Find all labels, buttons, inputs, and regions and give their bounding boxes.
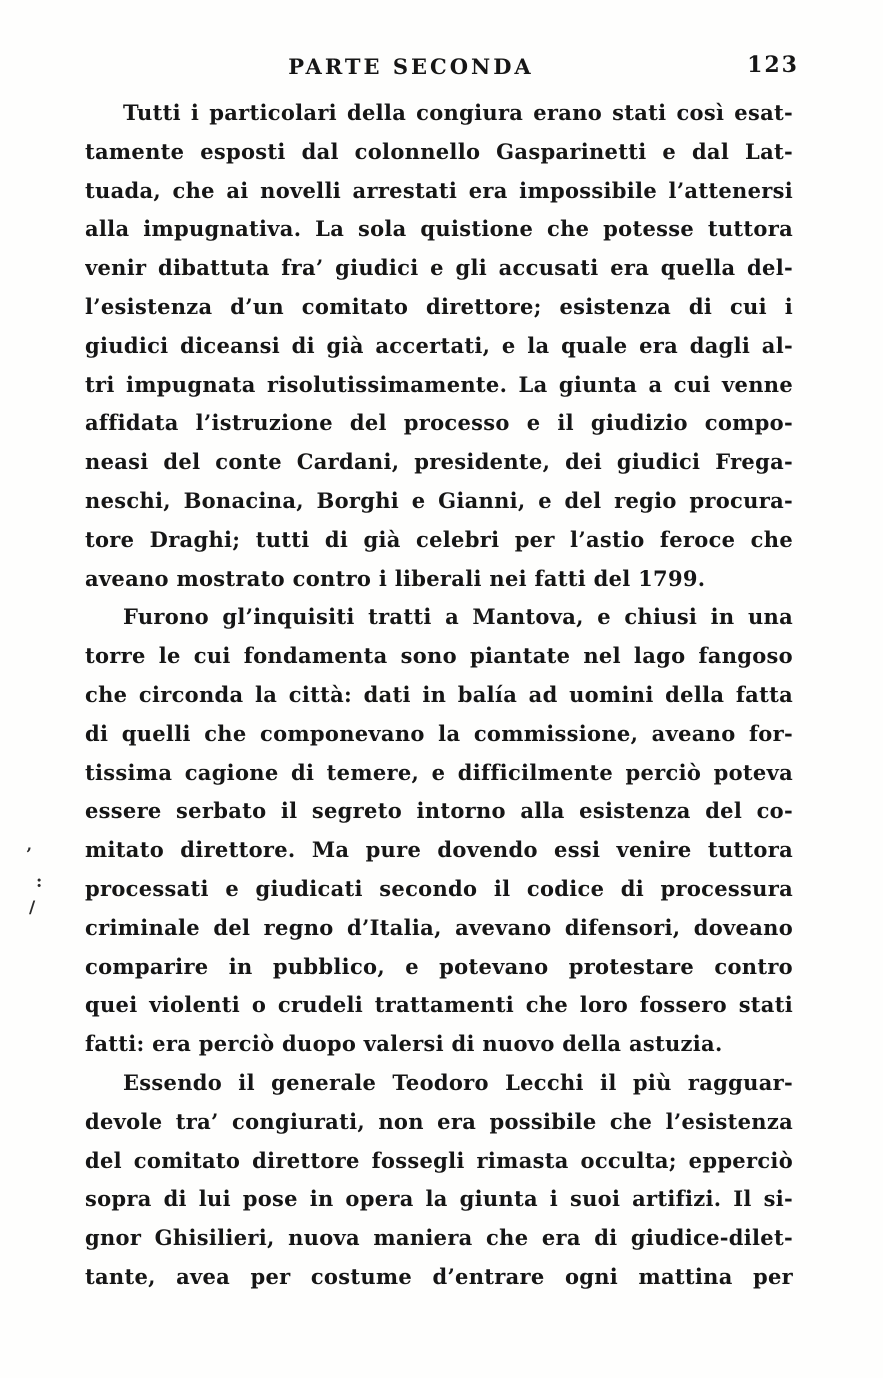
text-line: Essendo il generale Teodoro Lecchi il più ragguar- xyxy=(123,1069,793,1095)
text-line: venir dibattuta fra’ giudici e gli accusati era quella del- xyxy=(85,255,793,281)
text-line: mitato direttore. Ma pure dovendo essi venire tuttora xyxy=(85,837,793,863)
scan-artifact: : xyxy=(36,872,43,892)
text-line: tamente esposti dal colonnello Gasparinetti e dal Lat- xyxy=(85,138,793,164)
text-line: tuada, che ai novelli arrestati era impossibile l’attenersi xyxy=(85,177,793,203)
scan-artifact: ’ xyxy=(26,845,32,865)
text-line: che circonda la città: dati in balía ad uomini della fatta xyxy=(85,681,793,707)
text-line: Tutti i particolari della congiura erano stati così esat- xyxy=(123,100,793,125)
running-title: PARTE SECONDA xyxy=(288,54,534,79)
text-line: gnor Ghisilieri, nuova maniera che era di giudice-dilet- xyxy=(85,1225,793,1251)
text-line: processati e giudicati secondo il codice di processura xyxy=(85,875,793,901)
text-line: Furono gl’inquisiti tratti a Mantova, e chiusi in una xyxy=(123,604,793,630)
text-line: affidata l’istruzione del processo e il giudizio compo- xyxy=(85,410,793,436)
text-line: del comitato direttore fossegli rimasta occulta; epperciò xyxy=(85,1147,793,1173)
text-line: neschi, Bonacina, Borghi e Gianni, e del regio procura- xyxy=(85,487,793,513)
page-number: 123 xyxy=(747,52,799,78)
text-line: essere serbato il segreto intorno alla esistenza del co- xyxy=(85,798,793,824)
text-line: comparire in pubblico, e potevano protestare contro xyxy=(85,953,793,979)
text-line: devole tra’ congiurati, non era possibile che l’esistenza xyxy=(85,1108,793,1134)
text-line: tissima cagione di temere, e difficilmente perciò poteva xyxy=(85,759,793,785)
text-line: fatti: era perciò duopo valersi di nuovo della astuzia. xyxy=(85,1031,723,1057)
text-line: criminale del regno d’Italia, avevano difensori, doveano xyxy=(85,914,793,940)
text-line: tri impugnata risolutissimamente. La giunta a cui venne xyxy=(85,371,793,397)
scan-artifact: / xyxy=(29,898,36,918)
text-line: aveano mostrato contro i liberali nei fatti del 1799. xyxy=(85,565,706,591)
text-line: giudici diceansi di già accertati, e la quale era dagli al- xyxy=(85,332,793,358)
text-line: sopra di lui pose in opera la giunta i suoi artifizi. Il si- xyxy=(85,1186,793,1212)
page-body xyxy=(85,94,793,1297)
text-line: l’esistenza d’un comitato direttore; esistenza di cui i xyxy=(85,293,793,319)
text-line: tante, avea per costume d’entrare ogni mattina per xyxy=(85,1263,793,1289)
text-line: alla impugnativa. La sola quistione che potesse tuttora xyxy=(85,216,793,242)
text-line: torre le cui fondamenta sono piantate nel lago fangoso xyxy=(85,643,793,669)
text-line: di quelli che componevano la commissione, aveano for- xyxy=(85,720,793,746)
text-line: tore Draghi; tutti di già celebri per l’astio feroce che xyxy=(85,526,793,552)
page-header xyxy=(0,0,883,84)
text-line: quei violenti o crudeli trattamenti che loro fossero stati xyxy=(85,992,793,1018)
text-line: neasi del conte Cardani, presidente, dei giudici Frega- xyxy=(85,449,793,475)
